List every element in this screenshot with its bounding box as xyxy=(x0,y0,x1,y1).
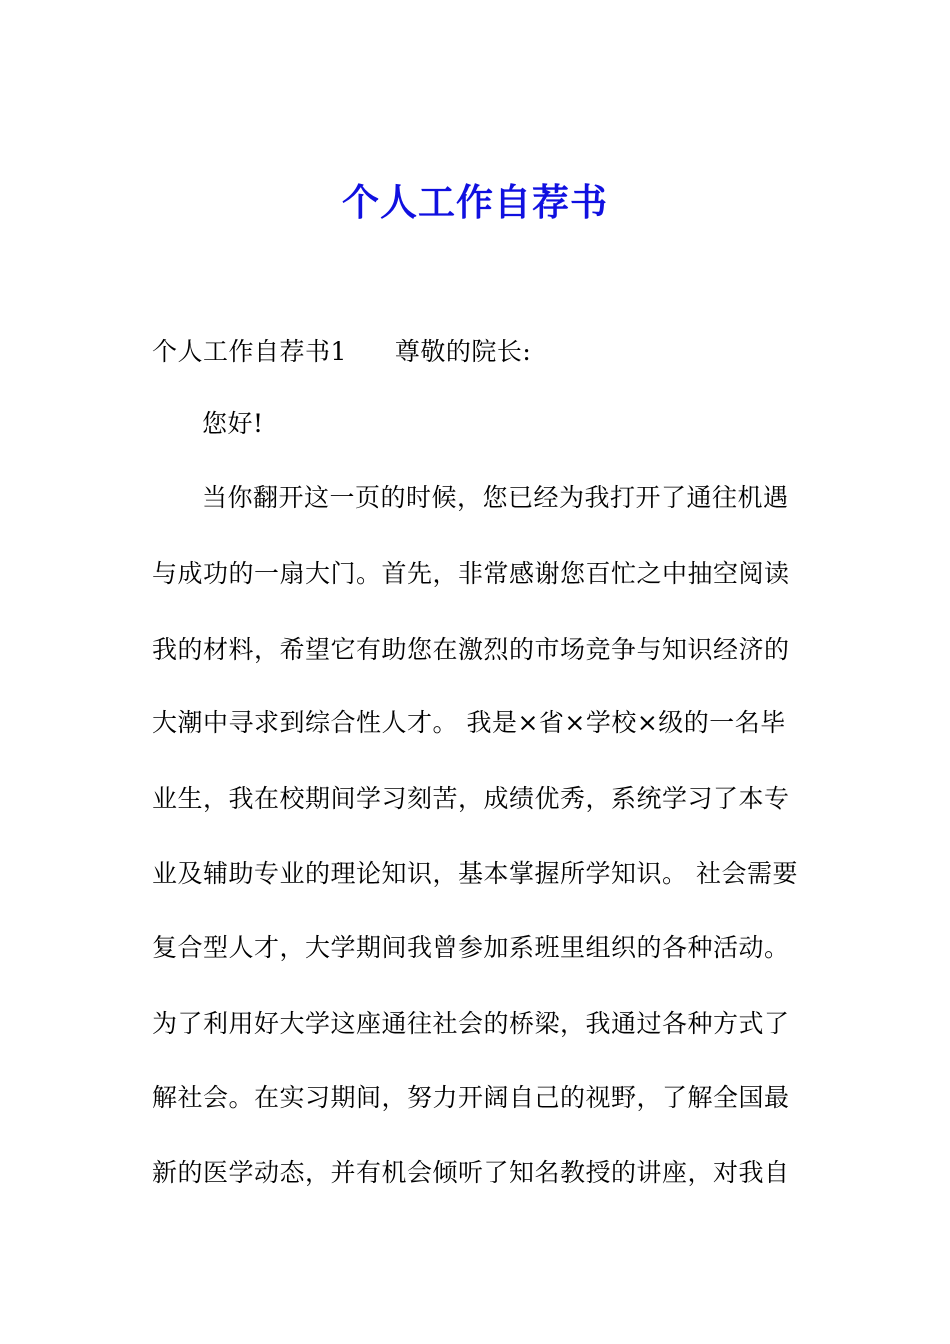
heading-label: 个人工作自荐书1 xyxy=(152,337,347,366)
heading-line xyxy=(152,334,812,370)
body-line-9: 解社会。在实习期间，努力开阔自己的视野，了解全国最 xyxy=(152,1083,790,1112)
body-line-5: 业生，我在校期间学习刻苦，成绩优秀，系统学习了本专 xyxy=(152,784,790,813)
salutation: 尊敬的院长: xyxy=(394,337,532,366)
body-line-7: 复合型人才，大学期间我曾参加系班里组织的各种活动。 xyxy=(152,933,790,962)
greeting: 您好! xyxy=(202,409,264,438)
body-line-10: 新的医学动态，并有机会倾听了知名教授的讲座，对我自 xyxy=(152,1158,790,1187)
body-line-1: 当你翻开这一页的时候，您已经为我打开了通往机遇 xyxy=(202,483,789,512)
document-title: 个人工作自荐书 xyxy=(342,180,608,224)
body-line-4: 大潮中寻求到综合性人才。 我是×省×学校×级的一名毕 xyxy=(152,708,786,737)
body-line-8: 为了利用好大学这座通往社会的桥梁，我通过各种方式了 xyxy=(152,1009,790,1038)
body-line-6: 业及辅助专业的理论知识，基本掌握所学知识。 社会需要 xyxy=(152,859,798,888)
body-line-3: 我的材料，希望它有助您在激烈的市场竞争与知识经济的 xyxy=(152,635,790,664)
body-line-2: 与成功的一扇大门。首先，非常感谢您百忙之中抽空阅读 xyxy=(152,559,790,588)
